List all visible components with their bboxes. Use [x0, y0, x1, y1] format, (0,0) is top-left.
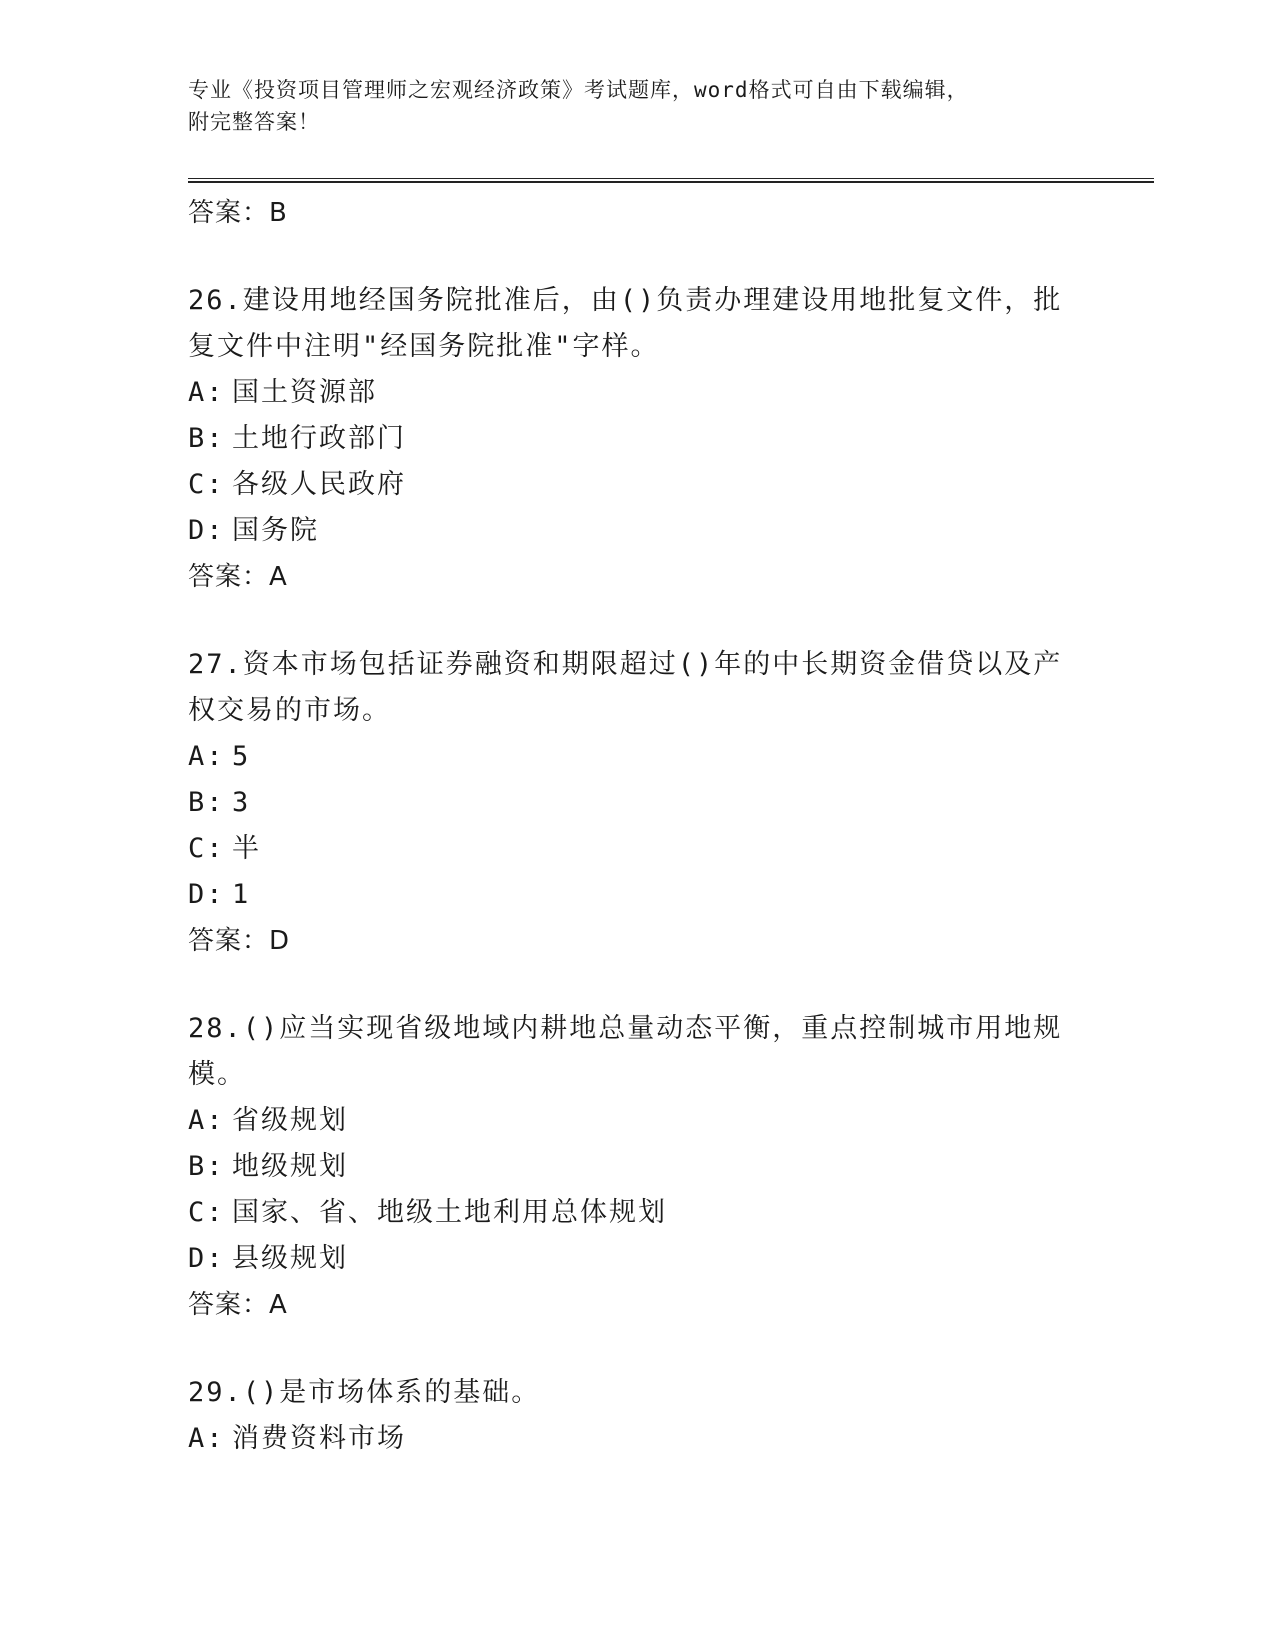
option-b: [188, 416, 1088, 462]
option-a: [188, 734, 1088, 780]
option-letter: A:: [188, 1105, 225, 1136]
option-letter: A:: [188, 1423, 225, 1454]
header-line-2: 附完整答案！: [188, 110, 320, 134]
question-27: [188, 642, 1088, 964]
question-stem: 29.()是市场体系的基础。: [188, 1377, 541, 1408]
spacer: [188, 600, 1088, 642]
question-stem: 26.建设用地经国务院批准后，由()负责办理建设用地批复文件，批复文件中注明"经国务院批准"字样。: [188, 285, 1063, 362]
option-c: [188, 1190, 1088, 1236]
option-d: [188, 508, 1088, 554]
header-line-1: 专业《投资项目管理师之宏观经济政策》考试题库，word格式可自由下载编辑，: [188, 78, 969, 102]
question-list: [188, 190, 1088, 1462]
option-a: [188, 1098, 1088, 1144]
option-letter: B:: [188, 1151, 225, 1182]
question-28: [188, 1006, 1088, 1328]
question-stem: 27.资本市场包括证券融资和期限超过()年的中长期资金借贷以及产权交易的市场。: [188, 649, 1063, 726]
option-a: [188, 1416, 1088, 1462]
option-letter: A:: [188, 377, 225, 408]
option-letter: D:: [188, 515, 225, 546]
question-29: [188, 1370, 1088, 1462]
option-d: [188, 1236, 1088, 1282]
option-text: 1: [232, 879, 251, 910]
option-text: 县级规划: [232, 1243, 348, 1274]
option-letter: D:: [188, 1243, 225, 1274]
option-text: 国家、省、地级土地利用总体规划: [232, 1197, 667, 1228]
option-letter: C:: [188, 1197, 225, 1228]
option-text: 各级人民政府: [232, 469, 406, 500]
option-d: [188, 872, 1088, 918]
spacer: [188, 964, 1088, 1006]
option-b: [188, 1144, 1088, 1190]
option-text: 半: [232, 833, 261, 864]
option-a: [188, 370, 1088, 416]
spacer: [188, 1328, 1088, 1370]
option-letter: B:: [188, 787, 225, 818]
option-text: 消费资料市场: [232, 1423, 406, 1454]
option-text: 土地行政部门: [232, 423, 406, 454]
answer-line: 答案：D: [188, 926, 291, 956]
answer-line: 答案：A: [188, 1290, 288, 1320]
option-letter: C:: [188, 833, 225, 864]
option-text: 省级规划: [232, 1105, 348, 1136]
answer-line: 答案：A: [188, 562, 288, 592]
question-stem: 28.()应当实现省级地域内耕地总量动态平衡，重点控制城市用地规模。: [188, 1013, 1063, 1090]
option-text: 地级规划: [232, 1151, 348, 1182]
answer-line: 答案：B: [188, 198, 288, 228]
spacer: [188, 236, 1088, 278]
header-divider: [188, 178, 1154, 183]
option-letter: C:: [188, 469, 225, 500]
question-26: [188, 278, 1088, 600]
option-text: 国务院: [232, 515, 319, 546]
option-c: [188, 826, 1088, 872]
option-text: 5: [232, 741, 251, 772]
option-letter: A:: [188, 741, 225, 772]
option-letter: D:: [188, 879, 225, 910]
option-text: 3: [232, 787, 251, 818]
option-c: [188, 462, 1088, 508]
document-header: [188, 74, 1068, 138]
option-letter: B:: [188, 423, 225, 454]
option-b: [188, 780, 1088, 826]
option-text: 国土资源部: [232, 377, 377, 408]
